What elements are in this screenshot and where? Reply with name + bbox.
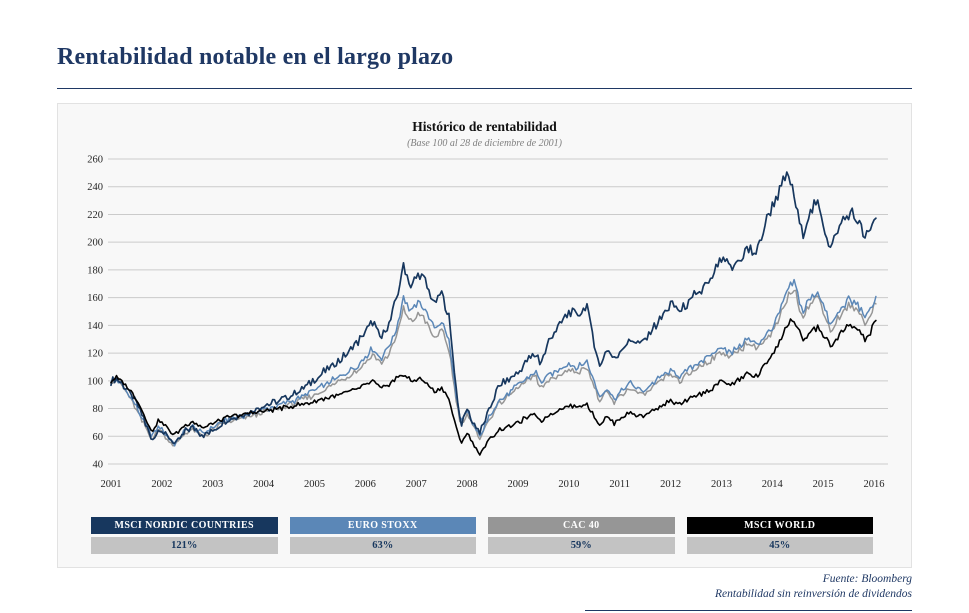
- svg-text:2014: 2014: [761, 479, 783, 490]
- svg-text:2008: 2008: [456, 479, 478, 490]
- svg-text:2001: 2001: [100, 479, 122, 490]
- series-name-badge: MSCI NORDIC COUNTRIES: [91, 517, 278, 534]
- svg-text:2013: 2013: [710, 479, 732, 490]
- svg-text:240: 240: [87, 182, 103, 194]
- svg-text:260: 260: [87, 154, 103, 166]
- legend-item: [687, 517, 874, 554]
- legend-item: [488, 517, 675, 554]
- svg-text:80: 80: [92, 404, 103, 416]
- svg-text:100: 100: [87, 376, 103, 388]
- svg-text:2007: 2007: [405, 479, 427, 490]
- series-return-badge: 45%: [687, 537, 874, 554]
- legend-item: [91, 517, 278, 554]
- svg-text:2005: 2005: [303, 479, 325, 490]
- svg-text:2015: 2015: [812, 479, 834, 490]
- svg-text:2016: 2016: [863, 479, 885, 490]
- svg-text:200: 200: [87, 237, 103, 249]
- chart-title: Histórico de rentabilidad: [412, 119, 557, 134]
- legend-item: [290, 517, 477, 554]
- svg-text:2010: 2010: [558, 479, 580, 490]
- svg-text:220: 220: [87, 209, 103, 221]
- series-name-badge: CAC 40: [488, 517, 675, 534]
- svg-text:160: 160: [87, 293, 103, 305]
- footer-rule: [585, 610, 912, 611]
- svg-text:2003: 2003: [202, 479, 224, 490]
- page-title: Rentabilidad notable en el largo plazo: [57, 44, 454, 71]
- svg-text:60: 60: [92, 431, 103, 443]
- series-return-badge: 59%: [488, 537, 675, 554]
- svg-text:140: 140: [87, 320, 103, 332]
- svg-text:2006: 2006: [354, 479, 376, 490]
- series-return-badge: 121%: [91, 537, 278, 554]
- series-name-badge: MSCI WORLD: [687, 517, 874, 534]
- footer-note: Rentabilidad sin reinversión de dividendos: [715, 588, 912, 600]
- series-return-badge: 63%: [290, 537, 477, 554]
- chart-subtitle: (Base 100 al 28 de diciembre de 2001): [407, 138, 562, 149]
- svg-text:2004: 2004: [253, 479, 275, 490]
- footer: [715, 572, 912, 602]
- svg-text:2002: 2002: [151, 479, 173, 490]
- chart-legend: [91, 517, 873, 554]
- svg-text:40: 40: [92, 459, 103, 471]
- svg-text:2009: 2009: [507, 479, 529, 490]
- svg-text:180: 180: [87, 265, 103, 277]
- footer-source: Fuente: Bloomberg: [822, 573, 912, 585]
- svg-text:2011: 2011: [609, 479, 631, 490]
- svg-text:2012: 2012: [660, 479, 682, 490]
- series-name-badge: EURO STOXX: [290, 517, 477, 534]
- svg-text:120: 120: [87, 348, 103, 360]
- header-rule: [57, 88, 912, 89]
- plot-svg: [58, 104, 911, 567]
- chart-panel: [57, 103, 912, 568]
